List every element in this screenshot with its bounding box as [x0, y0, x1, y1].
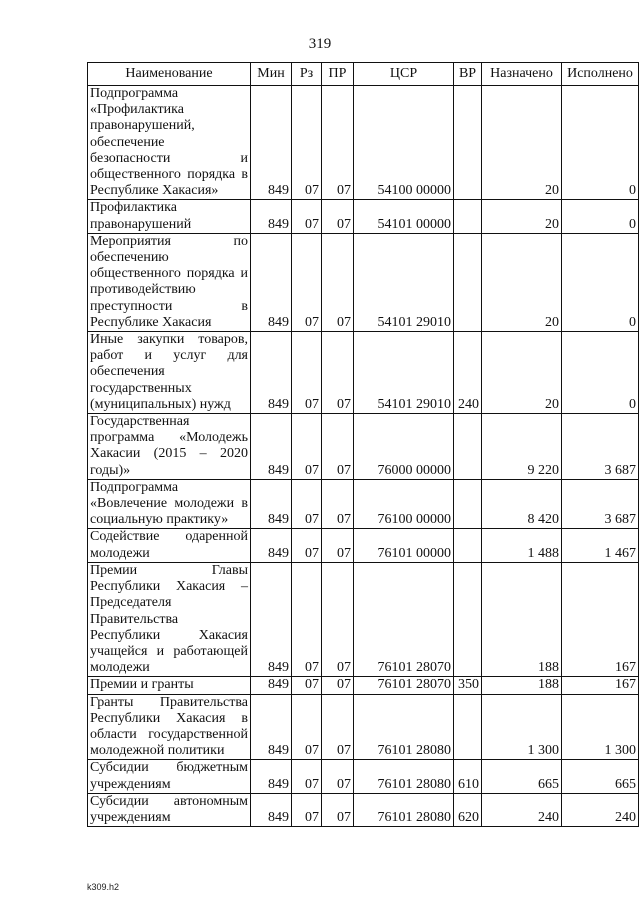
cell-vr [454, 86, 482, 200]
cell-vr [454, 200, 482, 233]
header-executed: Исполнено [562, 63, 639, 86]
cell-name: Гранты Правительства Республики Хакасия в области государственной молодежной политики [88, 694, 251, 760]
cell-name: Профилактика правонарушений [88, 200, 251, 233]
cell-executed: 1 467 [562, 529, 639, 562]
cell-executed: 0 [562, 200, 639, 233]
cell-vr [454, 479, 482, 529]
cell-csr: 54101 00000 [354, 200, 454, 233]
cell-executed: 0 [562, 332, 639, 414]
cell-vr [454, 414, 482, 480]
cell-rz: 07 [292, 86, 322, 200]
header-name: Наименование [88, 63, 251, 86]
cell-min: 849 [251, 677, 292, 694]
cell-min: 849 [251, 86, 292, 200]
cell-vr: 610 [454, 760, 482, 793]
header-assigned: Назначено [482, 63, 562, 86]
cell-name: Подпрограмма «Профилактика правонарушений, обеспечение безопасности и общественного порядка в Республике Хакасия» [88, 86, 251, 200]
cell-name: Государственная программа «Молодежь Хакасии (2015 – 2020 годы)» [88, 414, 251, 480]
table-row [88, 760, 639, 793]
table-row [88, 562, 639, 676]
cell-csr: 76101 28070 [354, 562, 454, 676]
cell-name: Содействие одаренной молодежи [88, 529, 251, 562]
cell-pr: 07 [322, 760, 354, 793]
table-row [88, 479, 639, 529]
cell-rz: 07 [292, 332, 322, 414]
cell-executed: 0 [562, 233, 639, 331]
cell-assigned: 188 [482, 562, 562, 676]
page-number: 319 [308, 36, 332, 52]
cell-name: Премии и гранты [88, 677, 251, 694]
table-row [88, 694, 639, 760]
header-rz: Рз [292, 63, 322, 86]
cell-min: 849 [251, 479, 292, 529]
cell-rz: 07 [292, 562, 322, 676]
table-row [88, 200, 639, 233]
header-csr: ЦСР [354, 63, 454, 86]
cell-min: 849 [251, 414, 292, 480]
cell-pr: 07 [322, 562, 354, 676]
cell-min: 849 [251, 562, 292, 676]
cell-rz: 07 [292, 793, 322, 826]
cell-pr: 07 [322, 529, 354, 562]
budget-table [87, 62, 639, 827]
cell-csr: 76000 00000 [354, 414, 454, 480]
cell-csr: 54100 00000 [354, 86, 454, 200]
cell-executed: 1 300 [562, 694, 639, 760]
cell-csr: 76100 00000 [354, 479, 454, 529]
cell-vr: 350 [454, 677, 482, 694]
cell-executed: 167 [562, 677, 639, 694]
cell-vr [454, 233, 482, 331]
table-row [88, 793, 639, 826]
table-row [88, 529, 639, 562]
cell-name: Иные закупки товаров, работ и услуг для обеспечения государственных (муниципальных) нужд [88, 332, 251, 414]
table-row [88, 332, 639, 414]
cell-assigned: 20 [482, 332, 562, 414]
cell-csr: 76101 00000 [354, 529, 454, 562]
table-header-row [88, 63, 639, 86]
cell-name: Премии Главы Республики Хакасия – Председателя Правительства Республики Хакасия учащейся и работающей молодежи [88, 562, 251, 676]
cell-rz: 07 [292, 414, 322, 480]
cell-assigned: 9 220 [482, 414, 562, 480]
footer-code: k309.h2 [87, 882, 120, 892]
cell-rz: 07 [292, 200, 322, 233]
cell-rz: 07 [292, 677, 322, 694]
cell-name: Субсидии бюджетным учреждениям [88, 760, 251, 793]
cell-min: 849 [251, 200, 292, 233]
cell-vr: 620 [454, 793, 482, 826]
table-body [88, 86, 639, 827]
cell-assigned: 20 [482, 233, 562, 331]
cell-executed: 3 687 [562, 414, 639, 480]
cell-pr: 07 [322, 233, 354, 331]
cell-executed: 3 687 [562, 479, 639, 529]
cell-executed: 0 [562, 86, 639, 200]
cell-min: 849 [251, 760, 292, 793]
cell-pr: 07 [322, 479, 354, 529]
header-vr: ВР [454, 63, 482, 86]
cell-pr: 07 [322, 414, 354, 480]
cell-assigned: 240 [482, 793, 562, 826]
header-min: Мин [251, 63, 292, 86]
cell-executed: 665 [562, 760, 639, 793]
cell-rz: 07 [292, 479, 322, 529]
cell-assigned: 20 [482, 86, 562, 200]
cell-vr: 240 [454, 332, 482, 414]
header-pr: ПР [322, 63, 354, 86]
cell-pr: 07 [322, 694, 354, 760]
cell-name: Субсидии автономным учреждениям [88, 793, 251, 826]
cell-pr: 07 [322, 677, 354, 694]
cell-assigned: 665 [482, 760, 562, 793]
cell-vr [454, 694, 482, 760]
cell-pr: 07 [322, 200, 354, 233]
cell-executed: 167 [562, 562, 639, 676]
table-row [88, 86, 639, 200]
cell-rz: 07 [292, 694, 322, 760]
table-row [88, 233, 639, 331]
cell-pr: 07 [322, 332, 354, 414]
cell-csr: 76101 28070 [354, 677, 454, 694]
cell-csr: 54101 29010 [354, 233, 454, 331]
table-row [88, 677, 639, 694]
cell-assigned: 20 [482, 200, 562, 233]
cell-assigned: 1 300 [482, 694, 562, 760]
cell-assigned: 1 488 [482, 529, 562, 562]
cell-min: 849 [251, 694, 292, 760]
cell-vr [454, 529, 482, 562]
cell-min: 849 [251, 332, 292, 414]
cell-vr [454, 562, 482, 676]
cell-csr: 76101 28080 [354, 760, 454, 793]
cell-assigned: 188 [482, 677, 562, 694]
cell-executed: 240 [562, 793, 639, 826]
table-row [88, 414, 639, 480]
cell-pr: 07 [322, 793, 354, 826]
cell-pr: 07 [322, 86, 354, 200]
cell-rz: 07 [292, 529, 322, 562]
cell-rz: 07 [292, 760, 322, 793]
cell-min: 849 [251, 529, 292, 562]
cell-csr: 76101 28080 [354, 793, 454, 826]
cell-assigned: 8 420 [482, 479, 562, 529]
cell-name: Подпрограмма «Вовлечение молодежи в социальную практику» [88, 479, 251, 529]
cell-min: 849 [251, 793, 292, 826]
cell-csr: 76101 28080 [354, 694, 454, 760]
cell-min: 849 [251, 233, 292, 331]
cell-name: Мероприятия по обеспечению общественного порядка и противодействию преступности в Республике Хакасия [88, 233, 251, 331]
cell-rz: 07 [292, 233, 322, 331]
cell-csr: 54101 29010 [354, 332, 454, 414]
